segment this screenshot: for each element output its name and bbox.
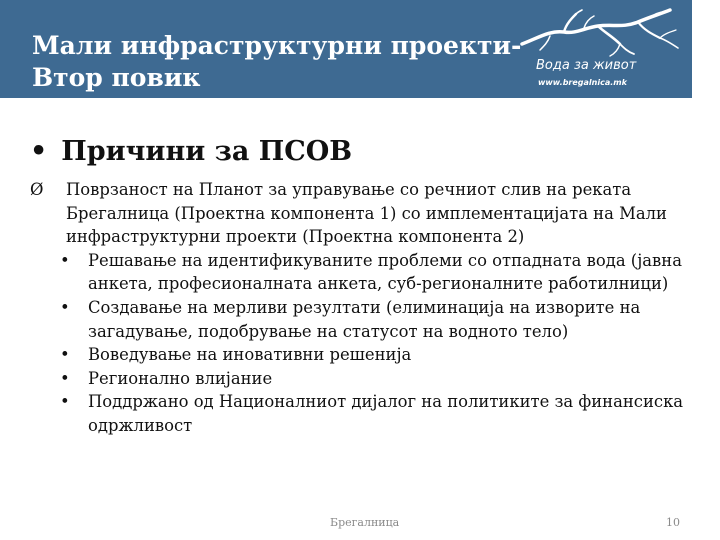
slide-content <box>30 178 690 438</box>
sub-bullet: • <box>60 392 70 412</box>
sub-item-text: Создавање на мерливи резултати (елиминација на изворите на загадување, подобрување на статусот на водното тело) <box>88 297 641 341</box>
bregalnica-logo <box>520 8 690 94</box>
sub-bullet: • <box>60 345 70 365</box>
sub-bullet: • <box>60 368 70 388</box>
sub-list-item <box>30 249 690 296</box>
sub-item-text: Поддржано од Националниот дијалог на политиките за финансиска одржливост <box>88 392 684 435</box>
slide-header <box>0 0 692 98</box>
page-number: 10 <box>666 516 680 529</box>
river-branches-icon <box>520 8 690 58</box>
main-heading <box>30 136 352 167</box>
arrow-item-text: Поврзаност на Планот за управување со речниот слив на реката Брегалница (Проектна компонента 1) со имплементацијата на Мали инфраструктурни проекти (Проектна компонента 2) <box>66 180 667 247</box>
slide-title-line-2: Втор повик <box>32 63 201 92</box>
sub-list-item <box>30 296 690 343</box>
sub-bullet: • <box>60 297 70 317</box>
sub-list-item <box>30 343 690 367</box>
sub-item-text: Решавање на идентификуваните проблеми со отпадната вода (јавна анкета, професионалната анкета, суб-регионалните работилници) <box>88 250 682 294</box>
footer-label: Брегалница <box>330 516 400 529</box>
main-heading-bullet: • <box>30 136 48 167</box>
sub-bullet: • <box>60 250 70 270</box>
main-heading-text: Причини за ПСОВ <box>61 136 353 167</box>
arrow-list-item <box>30 178 690 249</box>
sub-item-text: Воведување на иновативни решенија <box>88 345 412 365</box>
sub-item-text: Регионално влијание <box>88 368 273 388</box>
slide-title-line-1: Мали инфраструктурни проекти- <box>32 31 522 60</box>
sub-list-item <box>30 390 690 437</box>
logo-name: Вода за живот <box>536 58 637 73</box>
slide-title <box>32 30 521 94</box>
logo-url: www.bregalnica.mk <box>538 78 627 87</box>
sub-list-item <box>30 367 690 391</box>
arrow-bullet-icon: Ø <box>30 180 44 199</box>
